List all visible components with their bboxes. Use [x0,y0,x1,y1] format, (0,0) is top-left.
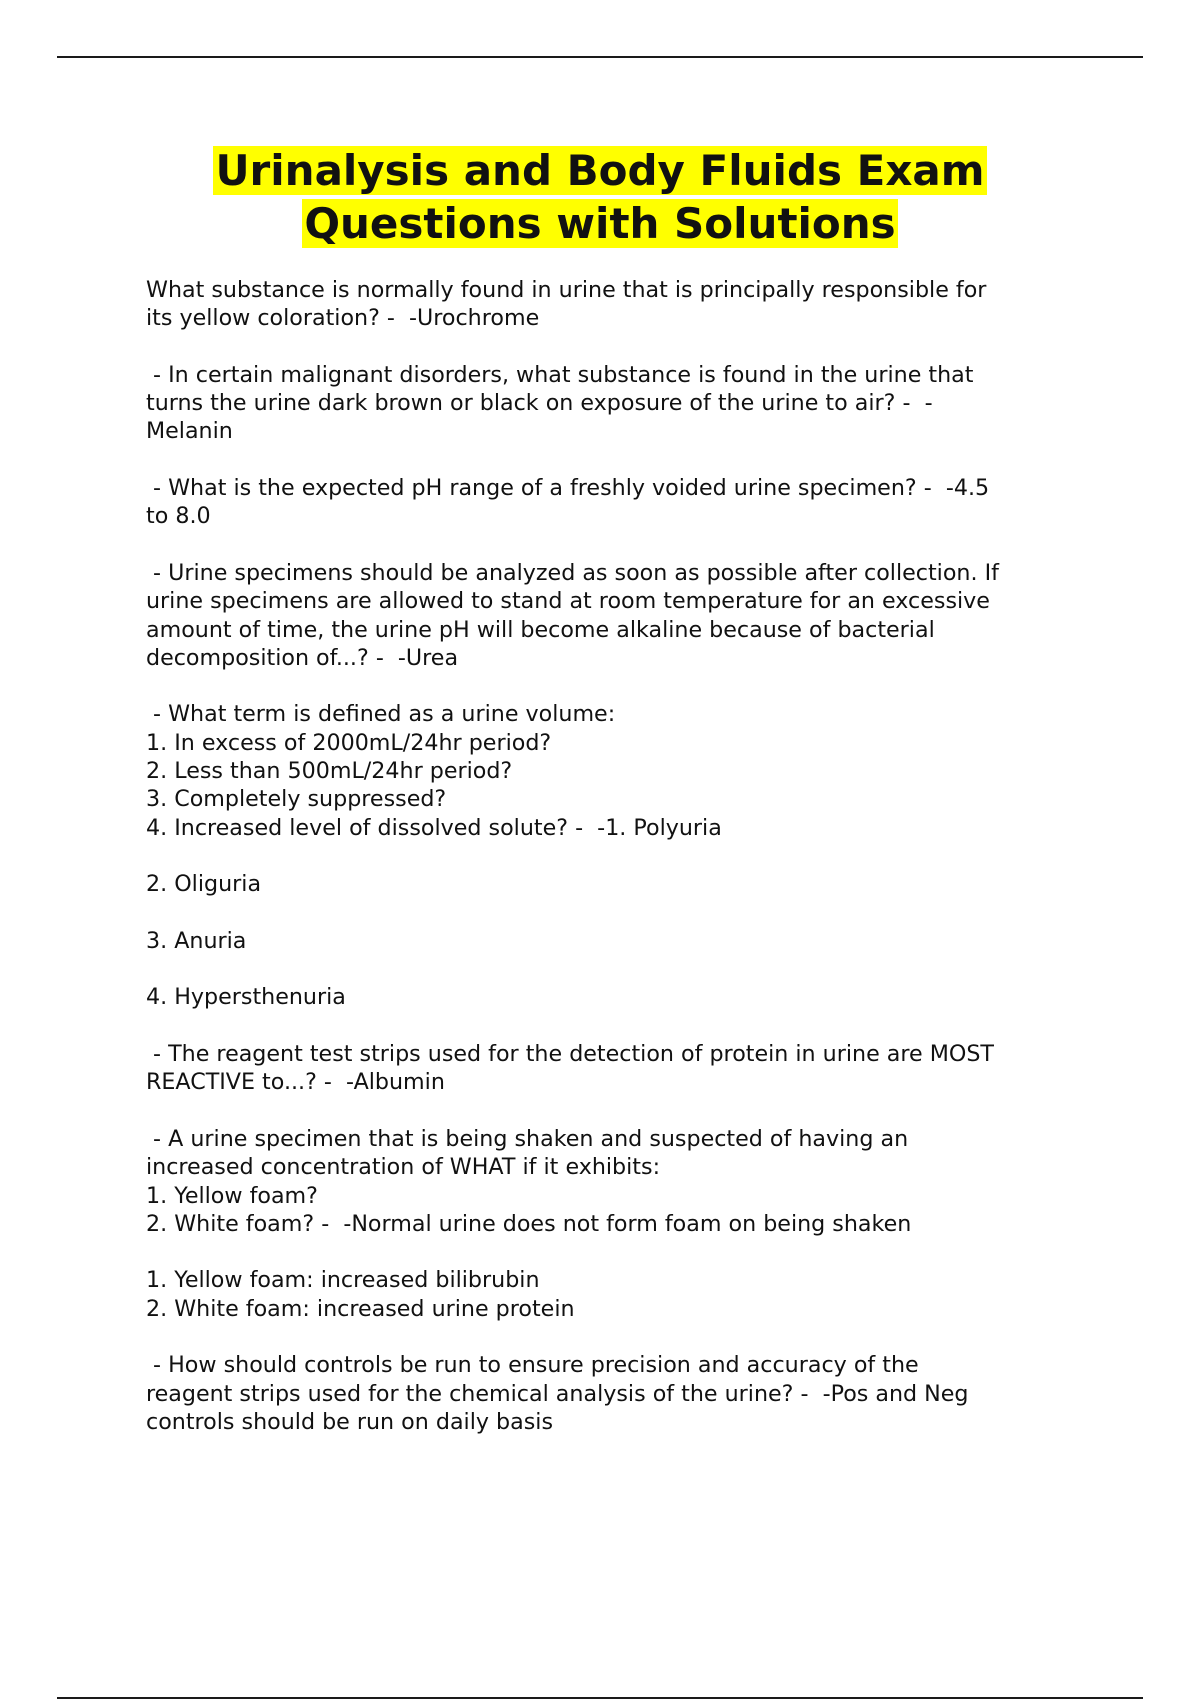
qa-paragraph: - The reagent test strips used for the detection of protein in urine are MOST REACTIVE to...? - -Albumin [146,1041,994,1096]
document-title [100,144,1100,250]
qa-paragraph: 4. Hypersthenuria [146,984,346,1011]
qa-paragraph: What substance is normally found in urine that is principally responsible for its yellow coloration? - -Urochrome [146,277,987,332]
qa-paragraph: - What term is defined as a urine volume: 1. In excess of 2000mL/24hr period? 2. Less than 500mL/24hr period? 3. Completely suppressed? 4. Increased level of dissolved solute? - -1. Polyuria [146,701,722,841]
qa-paragraph: - In certain malignant disorders, what substance is found in the urine that turns the urine dark brown or black on exposure of the urine to air? - - Melanin [146,361,974,445]
top-divider [57,56,1143,58]
qa-paragraph: 2. Oliguria [146,871,262,898]
question-list [146,276,1086,1464]
title-line-1: Urinalysis and Body Fluids Exam [215,146,985,195]
title-line-2: Questions with Solutions [304,199,896,248]
qa-paragraph: - Urine specimens should be analyzed as soon as possible after collection. If urine specimens are allowed to stand at room temperature for an excessive amount of time, the urine pH will become alkaline because of bacterial decomposition of...? - -Urea [146,559,999,671]
qa-paragraph: 3. Anuria [146,927,247,954]
qa-paragraph: 1. Yellow foam: increased bilibrubin 2. White foam: increased urine protein [146,1267,575,1322]
qa-paragraph: - A urine specimen that is being shaken and suspected of having an increased concentration of WHAT if it exhibits: 1. Yellow foam? 2. White foam? - -Normal urine does not form foam on being shaken [146,1125,912,1237]
bottom-divider [57,1697,1143,1699]
qa-paragraph: - What is the expected pH range of a freshly voided urine specimen? - -4.5 to 8.0 [146,475,990,530]
qa-paragraph: - How should controls be run to ensure precision and accuracy of the reagent strips used for the chemical analysis of the urine? - -Pos and Neg controls should be run on daily basis [146,1352,969,1435]
